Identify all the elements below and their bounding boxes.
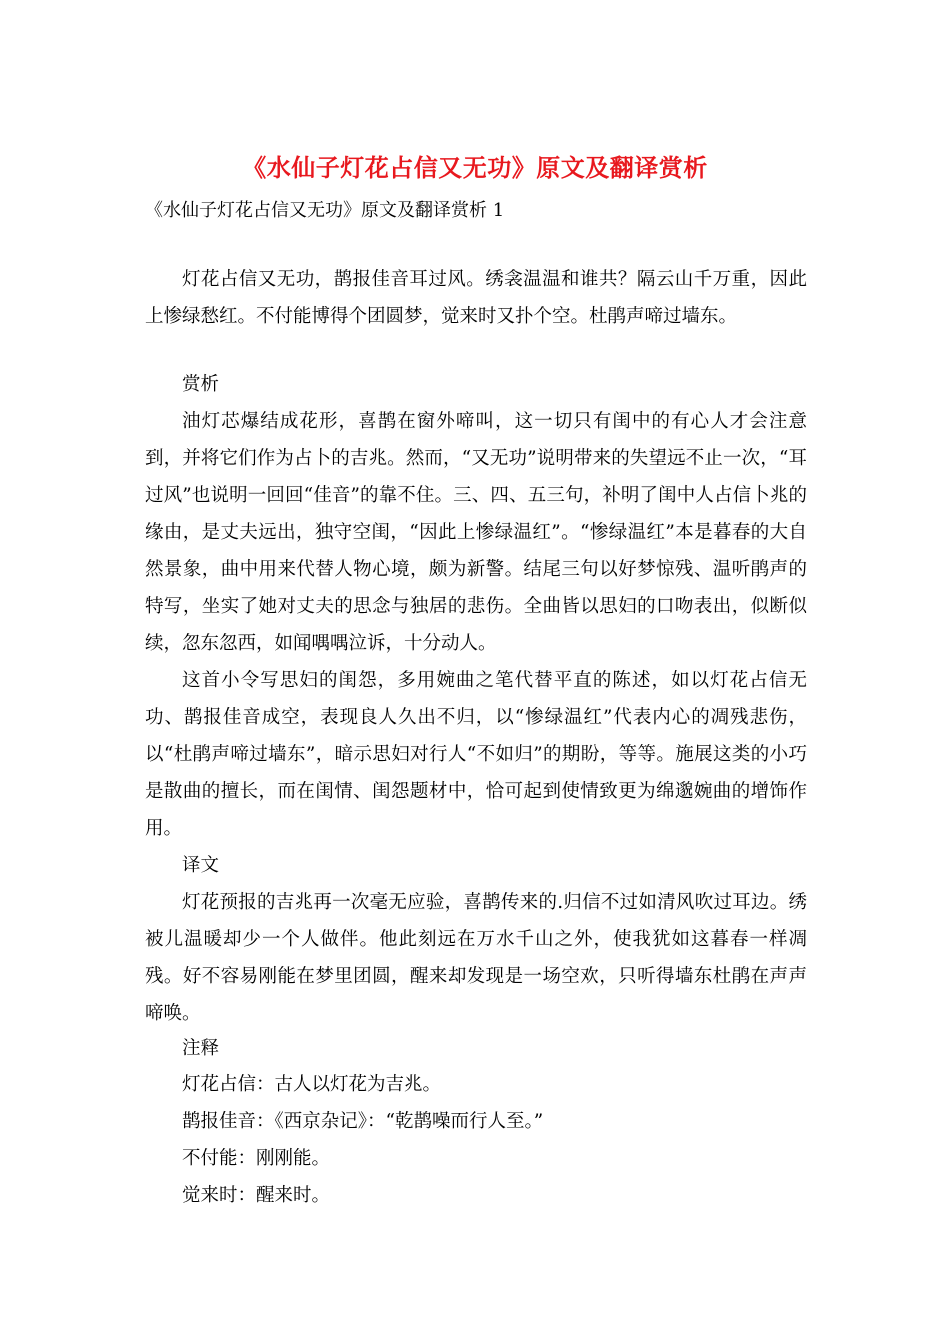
page-title: 《水仙子灯花占信又无功》原文及翻译赏析 xyxy=(242,153,708,182)
appreciation-paragraph-1: 油灯芯爆结成花形，喜鹊在窗外啼叫，这一切只有闺中的有心人才会注意到，并将它们作为占卜的吉兆。然而，“又无功”说明带来的失望远不止一次，“耳过风”也说明一回回“佳音”的靠不住。三、四、五三句，补明了闺中人占信卜兆的缘由，是丈夫远出，独守空闺，“因此上惨绿温红”。“惨绿温红”本是暮春的大自然景象，曲中用来代替人物心境，颇为新警。结尾三句以好梦惊残、温听鹃声的特写，坐实了她对丈夫的思念与独居的悲伤。全曲皆以思妇的口吻表出，似断似续，忽东忽西，如闻喁喁泣诉，十分动人。 xyxy=(145,411,807,654)
notes-heading: 注释 xyxy=(182,1038,220,1059)
appreciation-heading: 赏析 xyxy=(182,374,220,395)
translation-paragraph: 灯花预报的吉兆再一次毫无应验，喜鹊传来的.归信不过如清风吹过耳边。绣被儿温暖却少一个人做伴。他此刻远在万水千山之外，使我犹如这暮春一样凋残。好不容易刚能在梦里团圆，醒来却发现是一场空欢，只听得墙东杜鹃在声声啼唤。 xyxy=(145,892,807,1024)
translation-heading: 译文 xyxy=(182,855,220,876)
note-item: 不付能：刚刚能。 xyxy=(182,1148,331,1169)
note-item: 鹊报佳音：《西京杂记》：“乾鹊噪而行人至。” xyxy=(182,1111,544,1132)
appreciation-paragraph-2: 这首小令写思妇的闺怨，多用婉曲之笔代替平直的陈述，如以灯花占信无功、鹊报佳音成空，表现良人久出不归，以“惨绿温红”代表内心的凋残悲伤，以“杜鹃声啼过墙东”，暗示思妇对行人“不如归”的期盼，等等。施展这类的小巧是散曲的擅长，而在闺情、闺怨题材中，恰可起到使情致更为绵邈婉曲的增饰作用。 xyxy=(145,670,807,839)
subtitle: 《水仙子灯花占信又无功》原文及翻译赏析 1 xyxy=(145,200,505,221)
note-item: 灯花占信：古人以灯花为吉兆。 xyxy=(182,1074,442,1095)
poem-text: 灯花占信又无功，鹊报佳音耳过风。绣衾温温和谁共？隔云山千万重，因此上惨绿愁红。不付能博得个团圆梦，觉来时又扑个空。杜鹃声啼过墙东。 xyxy=(145,269,807,327)
note-item: 觉来时：醒来时。 xyxy=(182,1185,331,1206)
